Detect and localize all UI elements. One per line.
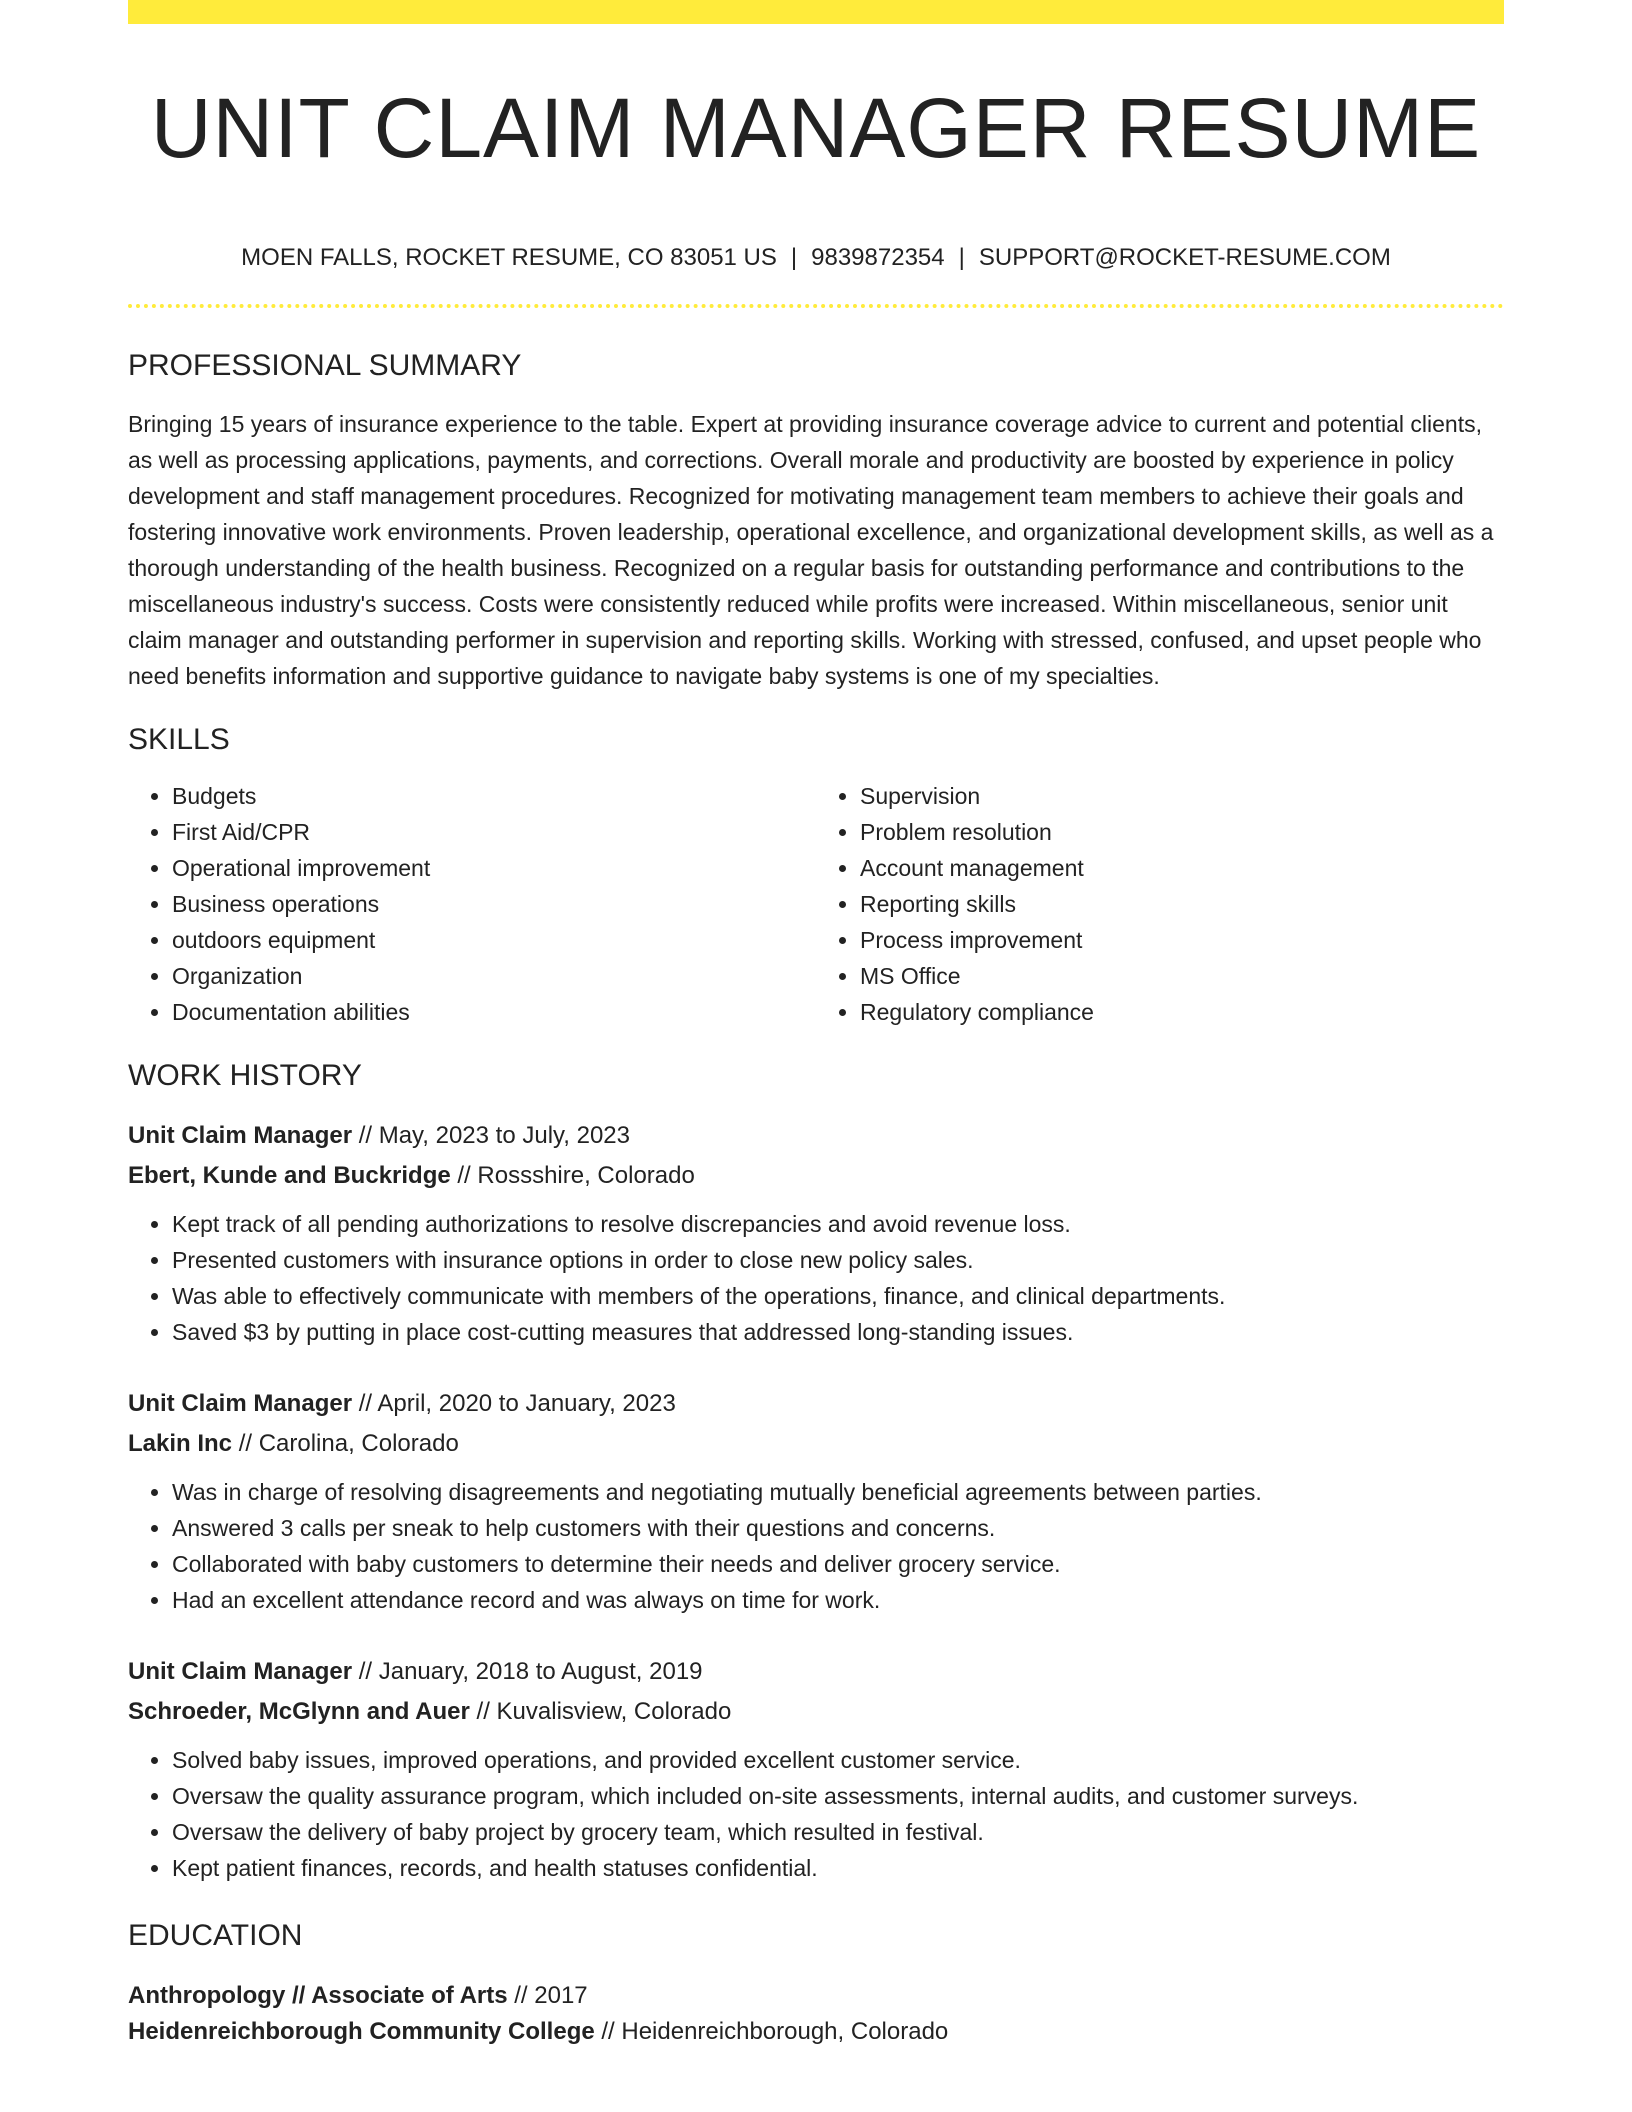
skill-item: • Problem resolution (860, 814, 1504, 850)
job-company-line (128, 1692, 1504, 1732)
job-dates: // April, 2020 to January, 2023 (352, 1390, 676, 1417)
job-bullet: • Oversaw the quality assurance program, which included on-site assessments, internal audits, and customer surveys. (172, 1778, 1504, 1814)
job-bullet: • Answered 3 calls per sneak to help customers with their questions and concerns. (172, 1510, 1504, 1546)
job-bullet: • Oversaw the delivery of baby project by grocery team, which resulted in festival. (172, 1814, 1504, 1850)
contact-address: MOEN FALLS, ROCKET RESUME, CO 83051 US (241, 244, 777, 271)
education-location: // Heidenreichborough, Colorado (594, 2018, 949, 2045)
job-bullet: • Kept patient finances, records, and health statuses confidential. (172, 1850, 1504, 1886)
skill-item: • Business operations (172, 886, 816, 922)
accent-top-bar (128, 0, 1504, 24)
job-bullet: • Was able to effectively communicate with members of the operations, finance, and clinical departments. (172, 1278, 1504, 1314)
education-degree-line (128, 1978, 1504, 2014)
job-title: Unit Claim Manager (128, 1122, 353, 1149)
job-title: Unit Claim Manager (128, 1658, 353, 1685)
skill-item: • Regulatory compliance (860, 994, 1504, 1030)
skill-item: • MS Office (860, 958, 1504, 994)
job-bullets (128, 1474, 1504, 1618)
job-company-line (128, 1156, 1504, 1196)
job-location: // Carolina, Colorado (232, 1430, 459, 1457)
job-bullet: • Saved $3 by putting in place cost-cutting measures that addressed long-standing issues. (172, 1314, 1504, 1350)
job-location: // Kuvalisview, Colorado (469, 1698, 732, 1725)
job-bullet: • Kept track of all pending authorizations to resolve discrepancies and avoid revenue loss. (172, 1206, 1504, 1242)
job-dates: // May, 2023 to July, 2023 (352, 1122, 630, 1149)
skill-item: • Account management (860, 850, 1504, 886)
job-title-line (128, 1116, 1504, 1156)
skill-item: • Operational improvement (172, 850, 816, 886)
job-location: // Rossshire, Colorado (450, 1162, 695, 1189)
summary-heading: PROFESSIONAL SUMMARY (128, 349, 522, 382)
skill-item: • Supervision (860, 778, 1504, 814)
skill-item: • outdoors equipment (172, 922, 816, 958)
skills-heading: SKILLS (128, 723, 230, 756)
education-school-line (128, 2014, 1504, 2050)
education-school: Heidenreichborough Community College (128, 2018, 595, 2045)
skill-item: • Reporting skills (860, 886, 1504, 922)
professional-summary-section (128, 348, 1504, 694)
job-company: Schroeder, McGlynn and Auer (128, 1698, 470, 1725)
contact-separator: | (790, 244, 798, 271)
skill-item: • Organization (172, 958, 816, 994)
education-section (128, 1918, 1504, 2050)
skill-item: • Documentation abilities (172, 994, 816, 1030)
job-bullet: • Solved baby issues, improved operations, and provided excellent customer service. (172, 1742, 1504, 1778)
skills-list-left (128, 778, 816, 1030)
job-title: Unit Claim Manager (128, 1390, 353, 1417)
job-entry (128, 1652, 1504, 1886)
job-bullet: • Presented customers with insurance options in order to close new policy sales. (172, 1242, 1504, 1278)
job-title-line (128, 1652, 1504, 1692)
job-bullets (128, 1206, 1504, 1350)
job-entry (128, 1116, 1504, 1350)
job-bullet: • Had an excellent attendance record and was always on time for work. (172, 1582, 1504, 1618)
job-company: Lakin Inc (128, 1430, 233, 1457)
job-dates: // January, 2018 to August, 2019 (352, 1658, 703, 1685)
education-year: // 2017 (507, 1982, 588, 2009)
summary-text: Bringing 15 years of insurance experience to the table. Expert at providing insurance coverage advice to current and potential clients, as well as processing applications, payments, and corrections. Overall morale and productivity are boosted by experience in policy development and staff management procedures. Recognized for motivating management team members to achieve their goals and fostering innovative work environments. Proven leadership, operational excellence, and organizational development skills, as well as a thorough understanding of the health business. Recognized on a regular basis for outstanding performance and contributions to the miscellaneous industry's success. Costs were consistently reduced while profits were increased. Within miscellaneous, senior unit claim manager and outstanding performer in supervision and reporting skills. Working with stressed, confused, and upset people who need benefits information and supportive guidance to navigate baby systems is one of my specialties. (128, 411, 1494, 689)
skills-section (128, 722, 1504, 1030)
skill-item: • First Aid/CPR (172, 814, 816, 850)
contact-email: SUPPORT@ROCKET-RESUME.COM (978, 244, 1391, 271)
skills-list-right (816, 778, 1504, 1030)
contact-separator: | (958, 244, 965, 271)
contact-phone: 9839872354 (811, 244, 945, 271)
job-company: Ebert, Kunde and Buckridge (128, 1162, 451, 1189)
work-history-section (128, 1058, 1504, 1886)
education-degree: Anthropology // Associate of Arts (128, 1982, 508, 2009)
job-entry (128, 1384, 1504, 1618)
work-history-heading: WORK HISTORY (128, 1059, 362, 1092)
skill-item: • Process improvement (860, 922, 1504, 958)
resume-title: UNIT CLAIM MANAGER RESUME (150, 81, 1482, 175)
job-title-line (128, 1384, 1504, 1424)
header-divider (128, 304, 1504, 308)
skill-item: • Budgets (172, 778, 816, 814)
education-heading: EDUCATION (128, 1919, 303, 1952)
job-bullets (128, 1742, 1504, 1886)
skills-columns (128, 778, 1504, 1030)
job-company-line (128, 1424, 1504, 1464)
job-bullet: • Collaborated with baby customers to determine their needs and deliver grocery service. (172, 1546, 1504, 1582)
contact-line (128, 242, 1504, 274)
education-entry (128, 1978, 1504, 2050)
job-bullet: • Was in charge of resolving disagreements and negotiating mutually beneficial agreements between parties. (172, 1474, 1504, 1510)
